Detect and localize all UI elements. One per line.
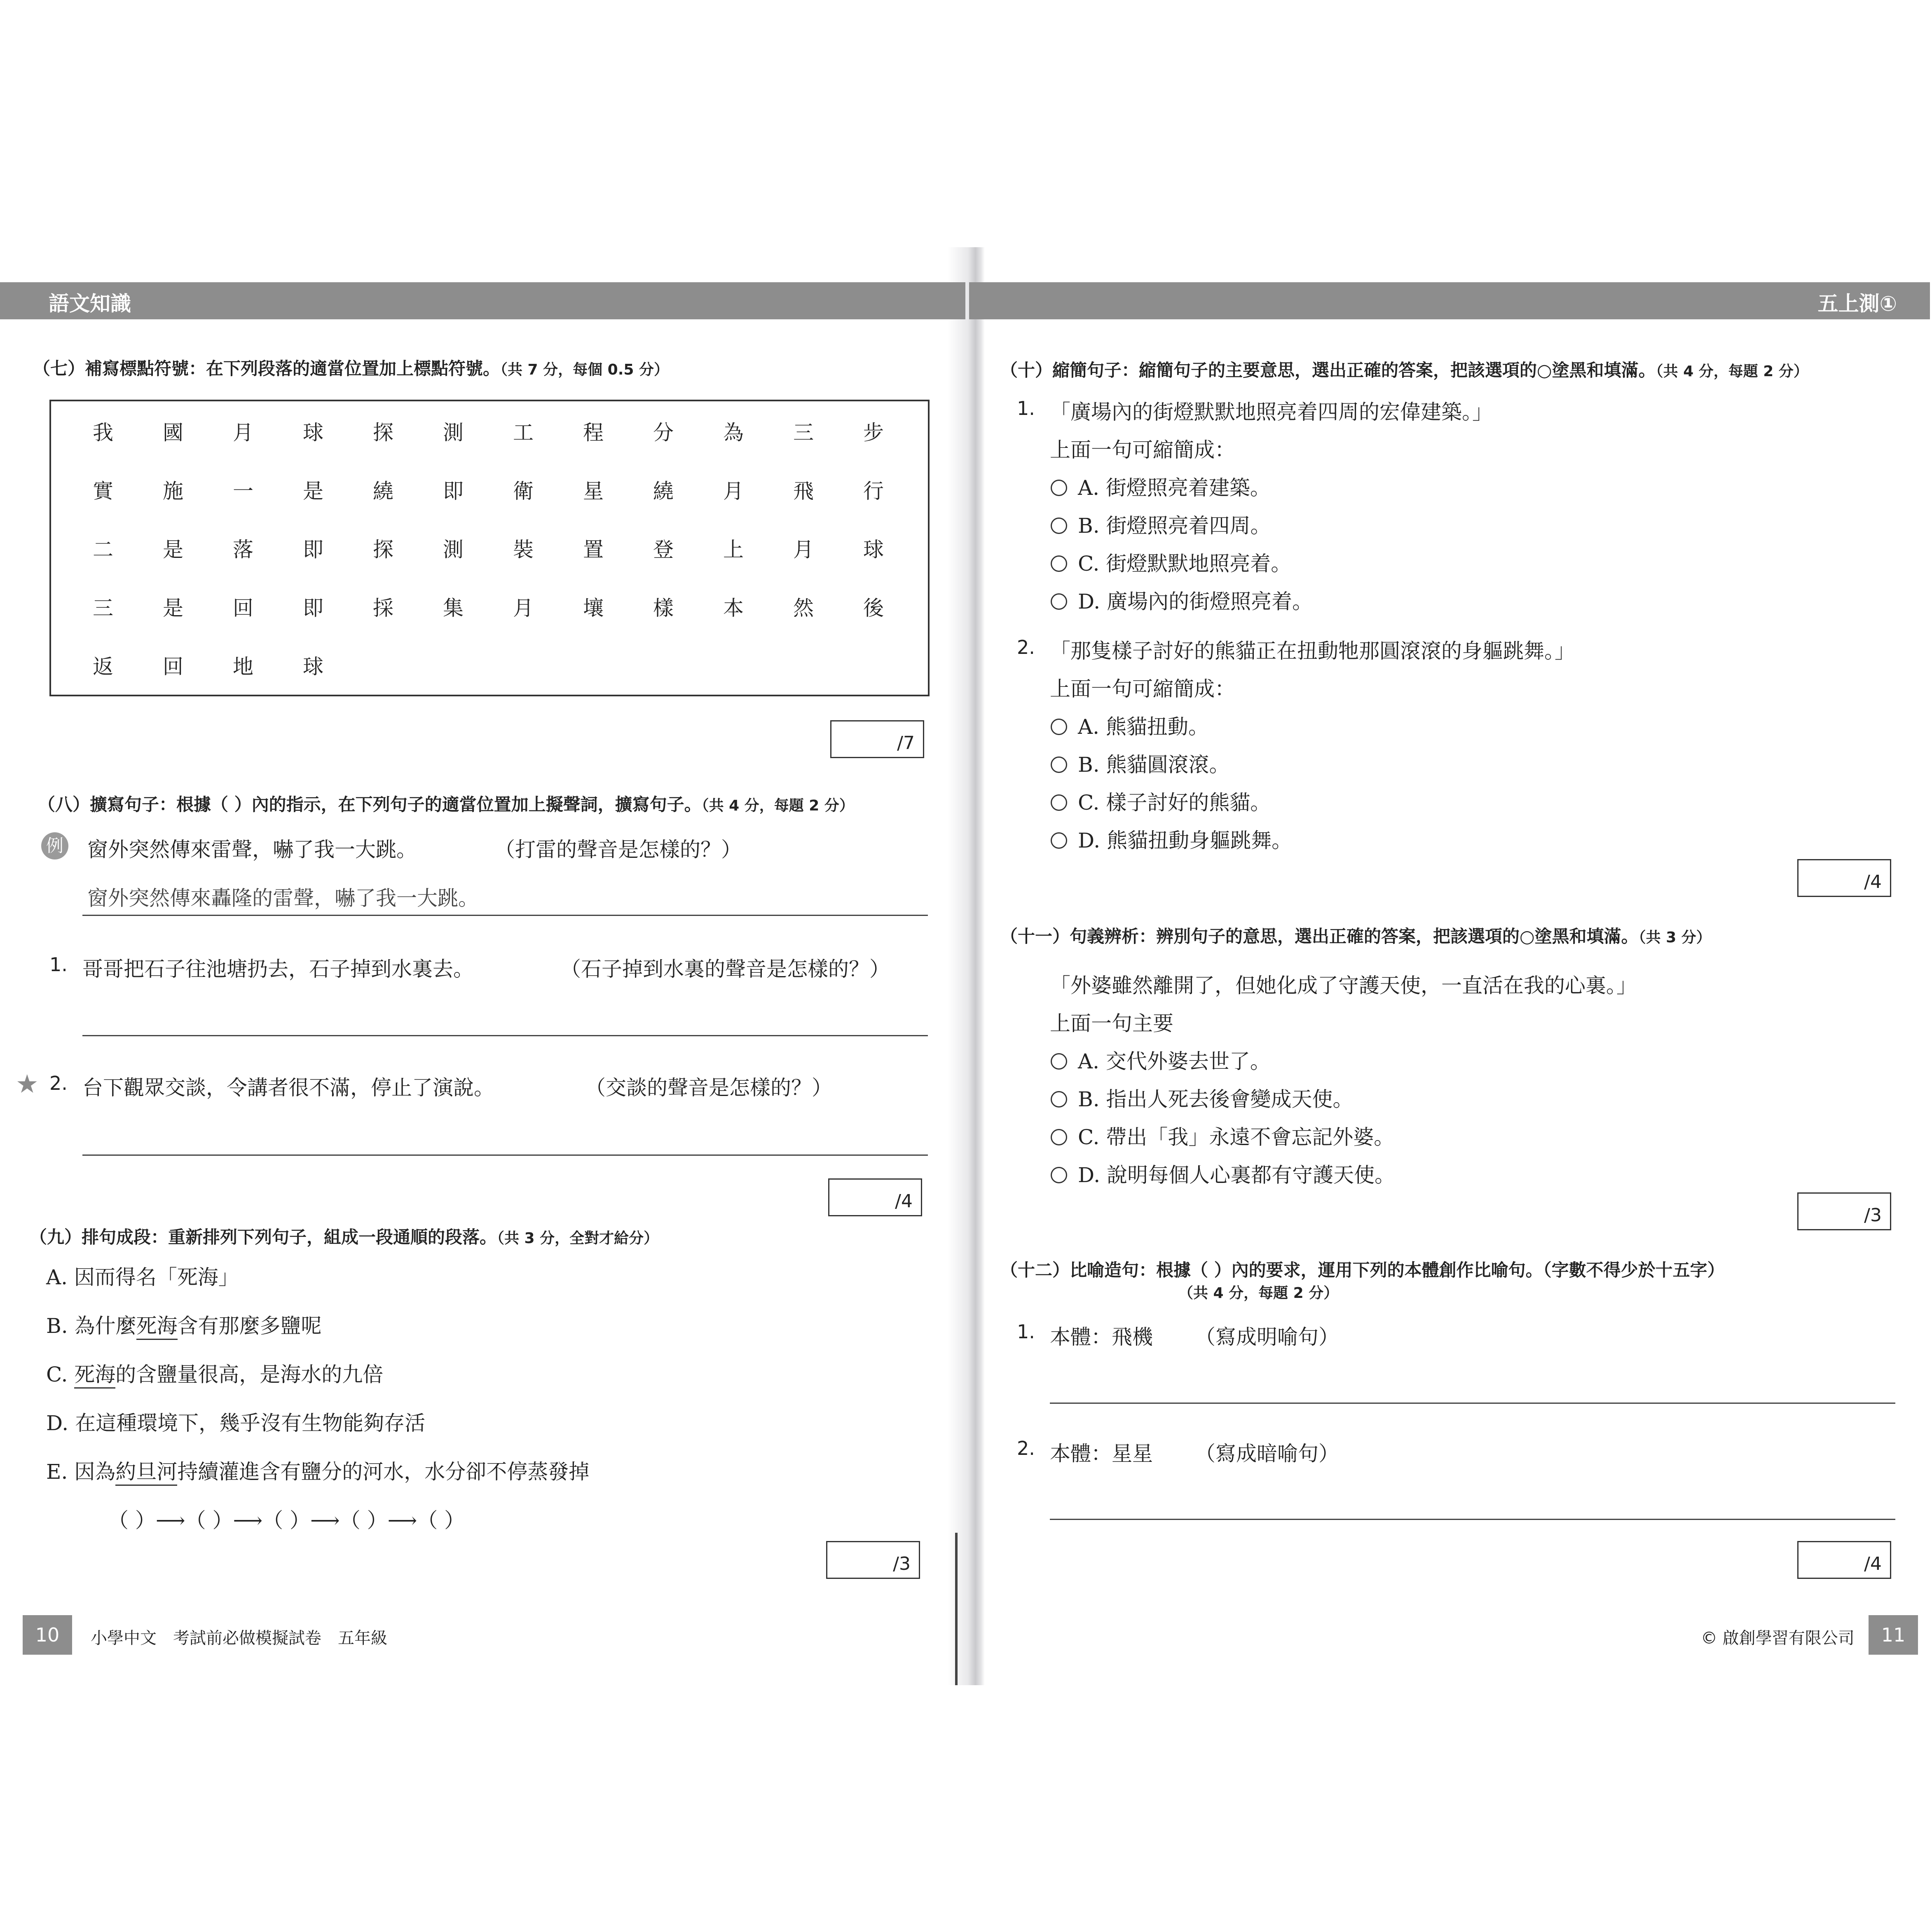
binding-edge <box>955 1533 958 1685</box>
q8-heading <box>38 791 854 816</box>
right-header-title: 五上測① <box>1817 292 1897 316</box>
grid-char: 星 <box>583 479 604 503</box>
q9-item-d <box>46 1407 425 1436</box>
q10-heading <box>1000 357 1808 382</box>
grid-char: 我 <box>93 421 113 445</box>
q11-sentence: 「外婆雖然離開了，但她化成了守護天使，一直活在我的心裏。」 <box>1050 974 1637 998</box>
q7-score-box[interactable] <box>830 720 924 758</box>
q11-title: （十一）句義辨析：辨別句子的意思，選出正確的答案，把該選項的○塗黑和填滿。 <box>1000 926 1639 946</box>
answer-circle-icon[interactable] <box>1051 719 1067 735</box>
grid-char: 球 <box>303 655 323 679</box>
q10-item2-sentence: 「那隻樣子討好的熊貓正在扭動牠那圓滾滾的身軀跳舞。」 <box>1050 639 1575 663</box>
grid-char: 樣 <box>653 596 674 620</box>
grid-char: 三 <box>793 421 814 445</box>
grid-char: 一 <box>233 479 253 503</box>
q8-item2-hint: （交談的聲音是怎樣的？） <box>585 1076 832 1100</box>
grid-char: 置 <box>583 538 604 562</box>
q9-score: /3 <box>893 1553 911 1574</box>
grid-char: 集 <box>443 596 464 620</box>
grid-char: 二 <box>93 538 113 562</box>
q8-item1-answer-line[interactable] <box>82 1035 928 1036</box>
q10-item2-number: 2. <box>1017 636 1035 658</box>
grid-char: 本 <box>723 596 744 620</box>
answer-circle-icon[interactable] <box>1051 1167 1067 1183</box>
grid-char: 回 <box>233 596 253 620</box>
q11-option[interactable] <box>1051 1083 1354 1112</box>
q10-item1-number: 1. <box>1017 397 1035 419</box>
grid-char: 探 <box>373 538 393 562</box>
answer-circle-icon[interactable] <box>1051 518 1067 534</box>
grid-char: 球 <box>303 421 323 445</box>
grid-char: 月 <box>793 538 814 562</box>
q11-option[interactable] <box>1051 1159 1395 1188</box>
q11-option[interactable] <box>1051 1045 1271 1075</box>
option-text: A. 街燈照亮着建築。 <box>1078 476 1271 500</box>
q9-item-text: 為什麼 <box>74 1314 136 1338</box>
q10-item2-option[interactable] <box>1051 710 1209 740</box>
answer-circle-icon[interactable] <box>1051 555 1067 572</box>
option-text: B. 街燈照亮着四周。 <box>1078 514 1271 538</box>
right-page-number: 11 <box>1869 1615 1918 1655</box>
grid-char: 後 <box>863 596 884 620</box>
answer-circle-icon[interactable] <box>1051 794 1067 811</box>
answer-circle-icon[interactable] <box>1051 832 1067 849</box>
grid-char: 採 <box>373 596 393 620</box>
q12-item1-answer-line[interactable] <box>1050 1403 1895 1404</box>
q10-item2-prompt: 上面一句可縮簡成： <box>1050 677 1235 701</box>
q9-score-box[interactable] <box>826 1541 920 1579</box>
q9-item-text-rest: 的含鹽量很高，是海水的九倍 <box>115 1363 384 1386</box>
option-text: B. 指出人死去後會變成天使。 <box>1078 1087 1354 1111</box>
example-badge: 例 <box>41 832 68 859</box>
q9-note: （共 3 分，全對才給分） <box>497 1230 659 1247</box>
grid-char: 是 <box>163 596 183 620</box>
left-section-header <box>0 282 965 319</box>
q11-score: /3 <box>1864 1205 1882 1226</box>
q8-example-sentence: 窗外突然傳來雷聲，嚇了我一大跳。 <box>87 838 417 862</box>
q8-score-box[interactable] <box>828 1178 922 1216</box>
q9-item-text: 在這種環境下，幾乎沒有生物能夠存活 <box>75 1411 426 1435</box>
q10-title: （十）縮簡句子：縮簡句子的主要意思，選出正確的答案，把該選項的○塗黑和填滿。 <box>1000 360 1656 380</box>
right-footer-text: © 啟創學習有限公司 <box>1701 1629 1855 1648</box>
answer-circle-icon[interactable] <box>1051 480 1067 496</box>
q12-item2-number: 2. <box>1017 1437 1035 1459</box>
q8-item1-sentence: 哥哥把石子往池塘扔去，石子掉到水裏去。 <box>82 957 474 981</box>
q10-item1-option[interactable] <box>1051 471 1271 501</box>
grid-char: 即 <box>303 596 323 620</box>
grid-char: 繞 <box>653 479 674 503</box>
right-section-header <box>969 282 1930 319</box>
grid-char: 行 <box>863 479 884 503</box>
option-text: C. 樣子討好的熊貓。 <box>1078 791 1271 815</box>
answer-circle-icon[interactable] <box>1051 756 1067 773</box>
q8-example-hint: （打雷的聲音是怎樣的？） <box>494 838 742 862</box>
q9-item-text: 因而得名「死海」 <box>74 1265 239 1289</box>
book-gutter <box>948 247 985 1685</box>
q12-score: /4 <box>1864 1553 1882 1574</box>
q8-item2-answer-line[interactable] <box>82 1155 928 1156</box>
option-text: C. 帶出「我」永遠不會忘記外婆。 <box>1078 1125 1395 1149</box>
q9-item-b <box>46 1309 322 1339</box>
q8-example-line <box>82 915 928 916</box>
grid-char: 繞 <box>373 479 393 503</box>
grid-char: 探 <box>373 421 393 445</box>
q10-item2-option[interactable] <box>1051 748 1230 778</box>
q8-item2-sentence: 台下觀眾交談，令講者很不滿，停止了演說。 <box>82 1076 494 1100</box>
option-text: D. 廣場內的街燈照亮着。 <box>1078 590 1313 614</box>
left-header-title: 語文知識 <box>49 292 131 316</box>
q11-prompt: 上面一句主要 <box>1050 1012 1173 1035</box>
q9-heading <box>30 1224 658 1248</box>
answer-circle-icon[interactable] <box>1051 1091 1067 1108</box>
q12-heading <box>1000 1257 1725 1281</box>
q10-item1-sentence: 「廣場內的街燈默默地照亮着四周的宏偉建築。」 <box>1050 400 1493 424</box>
grid-char: 是 <box>163 538 183 562</box>
left-page-number: 10 <box>23 1615 72 1655</box>
q9-item-proper-noun: 約旦河 <box>115 1460 177 1486</box>
q10-item1-option[interactable] <box>1051 547 1291 577</box>
grid-char: 是 <box>303 479 323 503</box>
grid-char: 測 <box>443 538 464 562</box>
q10-score: /4 <box>1864 871 1882 892</box>
q8-title: （八）擴寫句子：根據（ ）內的指示，在下列句子的適當位置加上擬聲詞，擴寫句子。 <box>38 794 702 815</box>
q8-score: /4 <box>895 1191 913 1212</box>
q9-item-text: 因為 <box>74 1460 116 1484</box>
q12-item1-number: 1. <box>1017 1321 1035 1343</box>
option-text: B. 熊貓圓滾滾。 <box>1078 753 1230 777</box>
q12-title: （十二）比喻造句：根據（ ）內的要求，運用下列的本體創作比喻句。（字數不得少於十五字） <box>1000 1260 1725 1280</box>
q9-item-label: D. <box>46 1411 69 1435</box>
q9-title: （九）排句成段：重新排列下列句子，組成一段通順的段落。 <box>30 1227 497 1247</box>
option-text: D. 說明每個人心裏都有守護天使。 <box>1078 1163 1396 1187</box>
q12-item2-answer-line[interactable] <box>1050 1519 1895 1520</box>
grid-char: 衛 <box>513 479 534 503</box>
grid-char: 程 <box>583 421 604 445</box>
q9-order-row[interactable]: （ ）⟶（ ）⟶（ ）⟶（ ）⟶（ ） <box>108 1508 465 1532</box>
q12-item1-hint: （寫成明喻句） <box>1195 1325 1339 1349</box>
q7-title: （七）補寫標點符號：在下列段落的適當位置加上標點符號。 <box>33 358 501 379</box>
grid-char: 施 <box>163 479 183 503</box>
answer-circle-icon[interactable] <box>1051 593 1067 610</box>
q9-item-label: C. <box>46 1363 68 1386</box>
q9-item-c <box>46 1358 383 1388</box>
q8-item1-hint: （石子掉到水裏的聲音是怎樣的？） <box>560 957 890 981</box>
q8-item1-number: 1. <box>49 953 68 976</box>
grid-char: 月 <box>723 479 744 503</box>
q9-item-label: A. <box>46 1265 68 1289</box>
grid-char: 實 <box>93 479 113 503</box>
q10-score-box[interactable] <box>1797 859 1891 897</box>
answer-circle-icon[interactable] <box>1051 1129 1067 1145</box>
q8-item2-number: 2. <box>49 1072 68 1094</box>
q8-example-answer: 窗外突然傳來轟隆的雷聲，嚇了我一大跳。 <box>87 886 479 910</box>
grid-char: 國 <box>163 421 183 445</box>
grid-char: 裝 <box>513 538 534 562</box>
q7-character-grid[interactable] <box>49 400 930 696</box>
grid-char: 然 <box>793 596 814 620</box>
q9-item-text-rest: 持續灌進含有鹽分的河水，水分卻不停蒸發掉 <box>177 1460 590 1484</box>
star-icon: ★ <box>16 1069 39 1099</box>
q9-item-label: E. <box>46 1460 68 1484</box>
q9-item-label: B. <box>46 1314 68 1338</box>
q10-item1-option[interactable] <box>1051 585 1313 615</box>
grid-char: 上 <box>723 538 744 562</box>
q8-note: （共 4 分，每題 2 分） <box>701 797 854 814</box>
q10-item1-prompt: 上面一句可縮簡成： <box>1050 438 1235 462</box>
q10-item2-option[interactable] <box>1051 824 1292 854</box>
q10-item2-option[interactable] <box>1051 786 1271 816</box>
grid-char: 地 <box>233 655 253 679</box>
grid-char: 落 <box>233 538 253 562</box>
q10-note: （共 4 分，每題 2 分） <box>1656 363 1808 380</box>
q12-score-box[interactable] <box>1797 1541 1891 1579</box>
q9-item-proper-noun: 死海 <box>74 1363 115 1389</box>
option-text: D. 熊貓扭動身軀跳舞。 <box>1078 829 1293 852</box>
q12-item2-hint: （寫成暗喻句） <box>1195 1442 1339 1466</box>
q9-item-text-rest: 含有那麼多鹽呢 <box>177 1314 322 1338</box>
grid-char: 分 <box>653 421 674 445</box>
left-footer-text: 小學中文 考試前必做模擬試卷 五年級 <box>91 1629 387 1648</box>
grid-char: 測 <box>443 421 464 445</box>
q11-score-box[interactable] <box>1797 1192 1891 1230</box>
grid-char: 球 <box>863 538 884 562</box>
q12-note: （共 4 分，每題 2 分） <box>1178 1285 1339 1302</box>
q9-item-e <box>46 1455 589 1485</box>
q11-heading <box>1000 923 1711 948</box>
q7-heading <box>33 355 669 380</box>
option-text: C. 街燈默默地照亮着。 <box>1078 552 1292 576</box>
grid-char: 月 <box>513 596 534 620</box>
option-text: A. 交代外婆去世了。 <box>1078 1049 1271 1073</box>
grid-char: 三 <box>93 596 113 620</box>
q7-note: （共 7 分，每個 0.5 分） <box>500 361 669 378</box>
grid-char: 即 <box>303 538 323 562</box>
grid-char: 返 <box>93 655 113 679</box>
grid-char: 步 <box>863 421 884 445</box>
grid-char: 即 <box>443 479 464 503</box>
q12-item1-text: 本體：飛機 <box>1050 1325 1153 1349</box>
q9-item-proper-noun: 死海 <box>136 1314 178 1340</box>
grid-char: 回 <box>163 655 183 679</box>
q10-item1-option[interactable] <box>1051 509 1271 539</box>
q7-score: /7 <box>897 733 915 754</box>
q11-option[interactable] <box>1051 1121 1394 1150</box>
grid-char: 工 <box>513 421 534 445</box>
grid-char: 登 <box>653 538 674 562</box>
q9-item-a <box>46 1261 239 1290</box>
grid-char: 飛 <box>793 479 814 503</box>
grid-char: 壤 <box>583 596 604 620</box>
grid-char: 月 <box>233 421 253 445</box>
q11-note: （共 3 分） <box>1638 929 1711 946</box>
option-text: A. 熊貓扭動。 <box>1078 715 1209 739</box>
answer-circle-icon[interactable] <box>1051 1053 1067 1070</box>
q12-item2-text: 本體：星星 <box>1050 1442 1153 1466</box>
grid-char: 為 <box>723 421 744 445</box>
